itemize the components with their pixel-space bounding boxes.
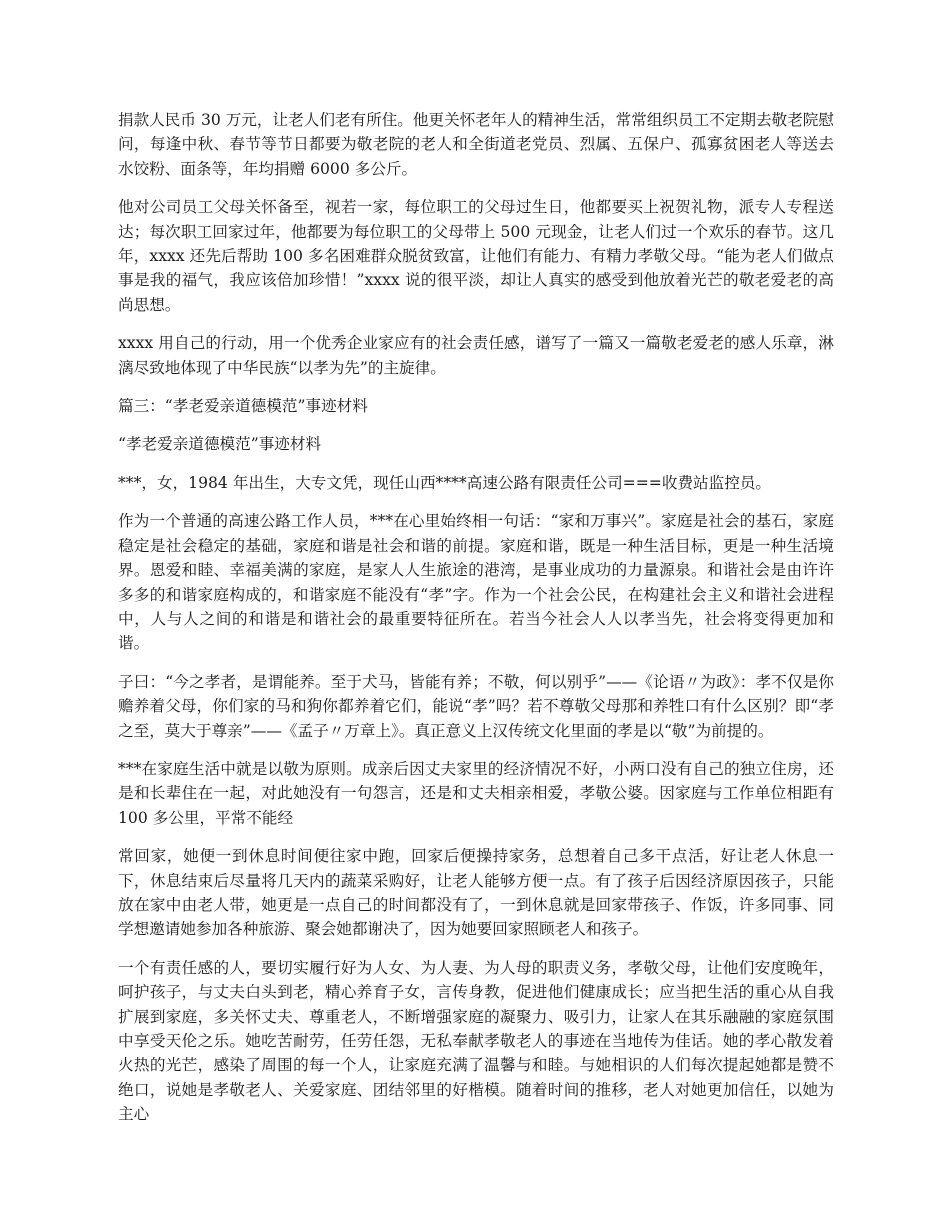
paragraph-going-home: 常回家，她便一到休息时间便往家中跑，回家后便操持家务，总想着自己多干点活，好让老人休息一下，休息结束后尽量将几天内的蔬菜采购好，让老人能够方便一点。有了孩子后因经济原因孩子，只能放在家中由老人带，她更是一点自己的时间都没有了，一到休息就是回家带孩子、作饭，许多同事、同学想邀请她参加各种旅游、聚会她都谢决了，因为她要回家照顾老人和孩子。 — [118, 847, 834, 939]
document-body — [118, 108, 834, 1141]
paragraph-employee-parents: 他对公司员工父母关怀备至，视若一家，每位职工的父母过生日，他都要买上祝贺礼物，派专人专程送达；每次职工回家过年，他都要为每位职工的父母带上 500 元现金，让老人们过一个欢乐的春节。这几年，xxxx 还先后帮助 100 多名困难群众脱贫致富，让他们有能力、有精力孝敬父母。“能为老人们做点事是我的福气，我应该倍加珍惜！”xxxx 说的很平淡，却让人真实的感受到他放着光芒的敬老爱老的高尚思想。 — [118, 198, 834, 314]
paragraph-harmony: 作为一个普通的高速公路工作人员，***在心里始终相一句话：“家和万事兴”。家庭是社会的基石，家庭稳定是社会稳定的基础，家庭和谐是社会和谐的前提。家庭和谐，既是一种生活目标，更是一种生活境界。恩爱和睦、幸福美满的家庭，是家人人生旅途的港湾，是事业成功的力量源泉。和谐社会是由许许多多的和谐家庭构成的，和谐家庭不能没有“孝”字。作为一个社会公民，在构建社会主义和谐社会进程中，人与人之间的和谐是和谐社会的最重要特征所在。若当今社会人人以孝当先，社会将变得更加和谐。 — [118, 512, 834, 653]
paragraph-responsibility: xxxx 用自己的行动，用一个优秀企业家应有的社会责任感，谱写了一篇又一篇敬老爱老的感人乐章，淋漓尽致地体现了中华民族“以孝为先”的主旋律。 — [118, 334, 834, 377]
paragraph-family-life: ***在家庭生活中就是以敬为原则。成亲后因丈夫家里的经济情况不好，小两口没有自己的独立住房，还是和长辈住在一起，对此她没有一句怨言，还是和丈夫相亲相爱，孝敬公婆。因家庭与工作单位相距有 100 多公里，平常不能经 — [118, 759, 834, 827]
document-title: “孝老爱亲道德模范”事迹材料 — [118, 435, 322, 454]
paragraph-responsibility-role: 一个有责任感的人，要切实履行好为人女、为人妻、为人母的职责义务，孝敬父母，让他们安度晚年，呵护孩子，与丈夫白头到老，精心养育子女，言传身教，促进他们健康成长；应当把生活的重心从自我扩展到家庭，多关怀丈夫、尊重老人，不断增强家庭的凝聚力、吸引力，让家人在其乐融融的家庭氛围中享受天伦之乐。她吃苦耐劳，任劳任怨，无私奉献孝敬老人的事迹在当地传为佳话。她的孝心散发着火热的光芒，感染了周围的每一个人，让家庭充满了温馨与和睦。与她相识的人们每次提起她都是赞不绝口，说她是孝敬老人、关爱家庭、团结邻里的好楷模。随着时间的推移，老人对她更加信任，以她为主心 — [118, 958, 834, 1124]
section-heading: 篇三：“孝老爱亲道德模范”事迹材料 — [118, 397, 368, 416]
paragraph-profile: ***，女，1984 年出生，大专文凭，现任山西****高速公路有限责任公司===收费站监控员。 — [118, 473, 772, 492]
paragraph-donation: 捐款人民币 30 万元，让老人们老有所住。他更关怀老年人的精神生活，常常组织员工不定期去敬老院慰问，每逢中秋、春节等节日都要为敬老院的老人和全街道老党员、烈属、五保户、孤寡贫困老人等送去水饺粉、面条等，年均捐赠 6000 多公斤。 — [118, 111, 834, 178]
paragraph-confucius: 子曰：“今之孝者，是谓能养。至于犬马，皆能有养；不敬，何以别乎”——《论语〃为政》：孝不仅是你赡养着父母，你们家的马和狗你都养着它们，能说“孝”吗？若不尊敬父母那和养牲口有什么区别？即“孝之至，莫大于尊亲”——《孟子〃万章上》。真正意义上汉传统文化里面的孝是以“敬”为前提的。 — [118, 672, 834, 740]
